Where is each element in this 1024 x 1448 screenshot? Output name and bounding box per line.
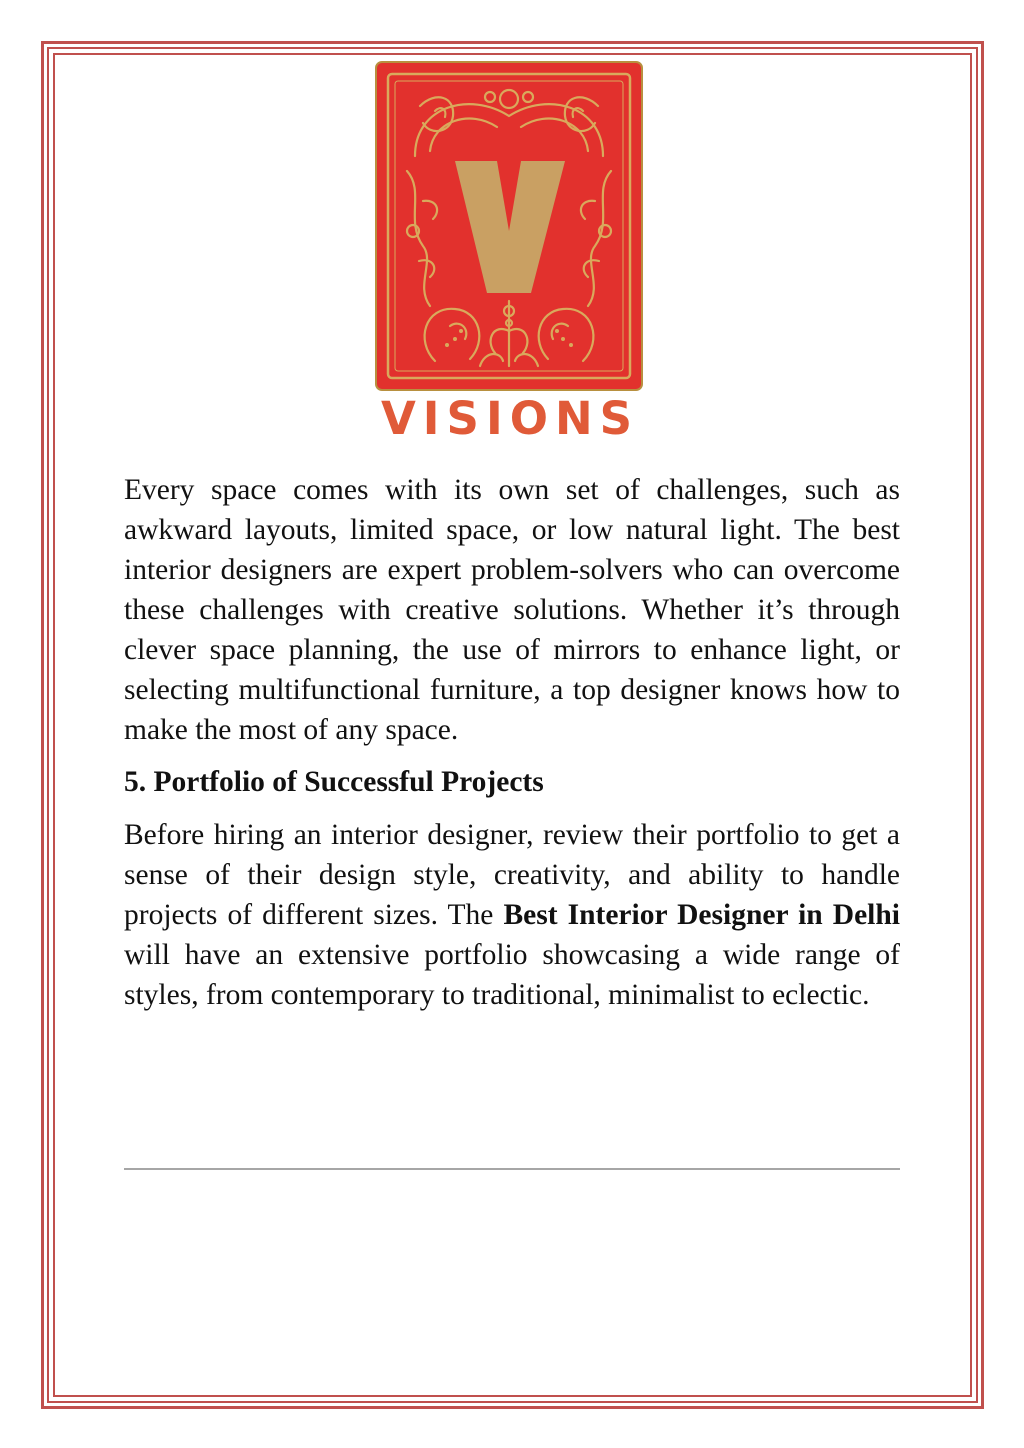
portfolio-text-before: Before hiring an interior designer, review their portfolio to get a sense of their design style, creativity, and ability to handle projects of different sizes. The (124, 819, 900, 931)
visions-logo (375, 61, 643, 391)
document-body (124, 470, 900, 1015)
horizontal-divider (124, 1168, 900, 1170)
keyword-highlight: Best Interior Designer in Delhi (503, 899, 900, 931)
portfolio-text-after: will have an extensive portfolio showcasing a wide range of styles, from contemporary to traditional, minimalist to eclectic. (124, 939, 900, 1011)
intro-paragraph: Every space comes with its own set of challenges, such as awkward layouts, limited space, or low natural light. The best interior designers are expert problem-solvers who can overcome these challenges with creative solutions. Whether it’s through clever space planning, the use of mirrors to enhance light, or selecting multifunctional furniture, a top designer knows how to make the most of any space. (124, 474, 900, 746)
portfolio-paragraph (124, 815, 900, 1015)
brand-wordmark: VISIONS (380, 392, 640, 445)
visions-logo-emblem-icon (375, 61, 643, 391)
section-heading: 5. Portfolio of Successful Projects (124, 766, 544, 798)
